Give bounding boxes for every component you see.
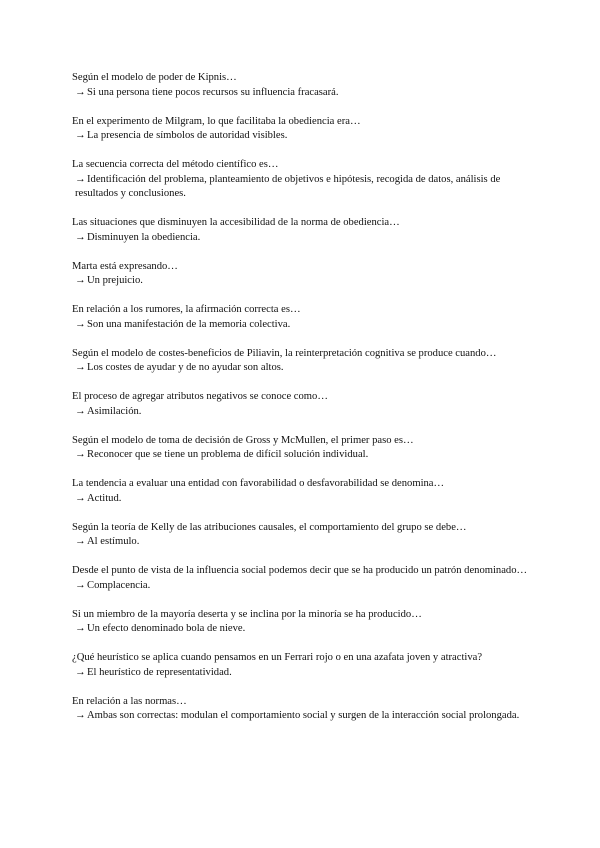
answer-line	[72, 535, 530, 550]
answer-line	[72, 405, 530, 420]
qa-item	[72, 216, 530, 245]
question-text: Según el modelo de costes-beneficios de Piliavin, la reinterpretación cognitiva se produce cuando…	[72, 347, 497, 359]
question-text: Desde el punto de vista de la influencia social podemos decir que se ha producido un patrón denominado…	[72, 565, 528, 576]
qa-item	[72, 71, 530, 100]
question-text: ¿Qué heurístico se aplica cuando pensamos en un Ferrari rojo o en una azafata joven y atractiva?	[72, 652, 483, 663]
arrow-icon: →	[75, 318, 86, 330]
qa-item	[72, 651, 530, 680]
arrow-icon: →	[75, 449, 86, 460]
answer-line	[72, 86, 530, 101]
answer-text: Son una manifestación de la memoria colectiva.	[87, 318, 291, 330]
question-text: La secuencia correcta del método científico es…	[72, 159, 279, 170]
question-text: Las situaciones que disminuyen la accesibilidad de la norma de obediencia…	[72, 217, 400, 228]
answer-line	[72, 622, 530, 637]
answer-text: Ambas son correctas: modulan el comportamiento social y surgen de la interacción social prolongada.	[87, 710, 520, 721]
arrow-icon: →	[75, 275, 86, 286]
answer-text: Asimilación.	[87, 405, 142, 417]
arrow-icon: →	[75, 231, 86, 243]
qa-item	[72, 564, 530, 593]
arrow-icon: →	[75, 536, 86, 547]
answer-line	[72, 492, 530, 507]
question-text: En relación a los rumores, la afirmación correcta es…	[72, 304, 301, 315]
answer-text: Al estímulo.	[87, 536, 140, 547]
qa-item	[72, 521, 530, 550]
answer-text: Los costes de ayudar y de no ayudar son altos.	[87, 362, 284, 373]
question-text: La tendencia a evaluar una entidad con favorabilidad o desfavorabilidad se denomina…	[72, 478, 445, 489]
answer-text: Complacencia.	[87, 579, 151, 591]
answer-line	[72, 361, 530, 376]
qa-item	[72, 390, 530, 419]
answer-text: Disminuyen la obediencia.	[87, 231, 201, 243]
question-text: Si un miembro de la mayoría deserta y se inclina por la minoría se ha producido…	[72, 608, 422, 620]
answer-line	[72, 666, 530, 681]
answer-line	[72, 709, 530, 724]
arrow-icon: →	[75, 362, 86, 373]
qa-item	[72, 347, 530, 376]
qa-item	[72, 115, 530, 144]
qa-item	[72, 303, 530, 332]
arrow-icon: →	[75, 86, 86, 98]
answer-line	[72, 129, 530, 144]
answer-text: La presencia de símbolos de autoridad visibles.	[87, 130, 288, 141]
question-text: El proceso de agregar atributos negativos se conoce como…	[72, 391, 328, 402]
answer-line	[72, 173, 530, 202]
answer-text: Un prejuicio.	[87, 275, 143, 286]
question-text: En relación a las normas…	[72, 695, 187, 707]
qa-item	[72, 260, 530, 289]
answer-line	[72, 274, 530, 289]
arrow-icon: →	[75, 623, 86, 634]
answer-line	[72, 579, 530, 594]
arrow-icon: →	[75, 666, 86, 678]
question-text: Según el modelo de poder de Kipnis…	[72, 72, 237, 83]
answer-text: El heurístico de representatividad.	[87, 666, 232, 678]
qa-item	[72, 695, 530, 724]
arrow-icon: →	[75, 130, 86, 141]
question-text: Según el modelo de toma de decisión de Gross y McMullen, el primer paso es…	[72, 434, 414, 446]
qa-item	[72, 158, 530, 202]
answer-text: Un efecto denominado bola de nieve.	[87, 623, 246, 634]
answer-line	[72, 231, 530, 246]
arrow-icon: →	[75, 173, 86, 185]
qa-item	[72, 608, 530, 637]
arrow-icon: →	[75, 710, 86, 721]
arrow-icon: →	[75, 579, 86, 591]
question-text: En el experimento de Milgram, lo que facilitaba la obediencia era…	[72, 115, 361, 127]
answer-line	[72, 448, 530, 463]
document-page	[72, 71, 530, 738]
answer-text: Si una persona tiene pocos recursos su influencia fracasará.	[87, 86, 339, 98]
qa-item	[72, 477, 530, 506]
question-text: Marta está expresando…	[72, 260, 178, 272]
arrow-icon: →	[75, 405, 86, 417]
arrow-icon: →	[75, 492, 86, 504]
answer-text: Actitud.	[87, 492, 122, 504]
answer-text: Identificación del problema, planteamiento de objetivos e hipótesis, recogida de datos, análisis de resultados y conclusiones.	[75, 173, 501, 199]
question-text: Según la teoría de Kelly de las atribuciones causales, el comportamiento del grupo se debe…	[72, 521, 467, 533]
answer-text: Reconocer que se tiene un problema de difícil solución individual.	[87, 449, 369, 460]
qa-item	[72, 434, 530, 463]
answer-line	[72, 318, 530, 333]
